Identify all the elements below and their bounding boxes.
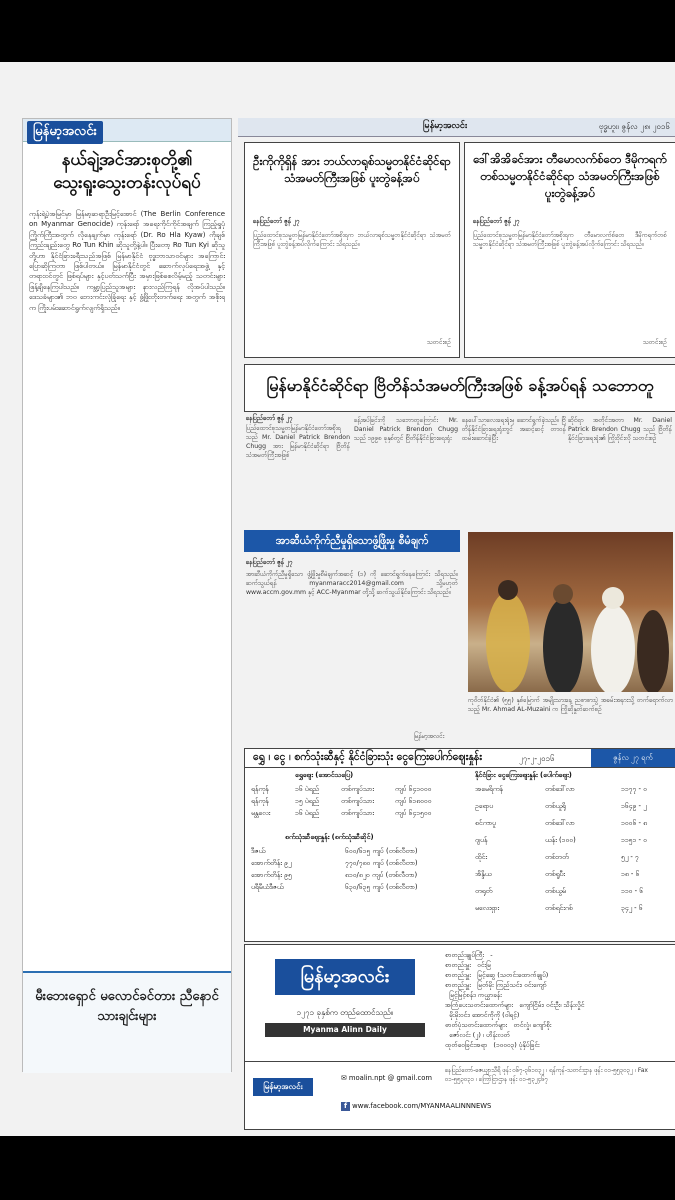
- left-header: [23, 119, 231, 142]
- staff-role: စာတည်းမှူး: [445, 971, 471, 979]
- staff-name: မြတ်မိုး ကြည်သင်း၊ ဝင်းကျော်: [477, 981, 547, 989]
- fx-row-currency: စင်ကာပူ: [475, 819, 496, 827]
- fx-row-currency: ဂျပန်: [475, 836, 488, 844]
- staff-row: [445, 1041, 540, 1051]
- fx-row-rate: ၁၁၅၁ - ၀: [621, 836, 647, 844]
- blue-article-byline: မြန်မာ့အလင်း: [414, 733, 445, 740]
- page-header-title: မြန်မာ့အလင်း: [423, 121, 468, 131]
- staff-name: ကျော်ငြိမ်း၊ ဝင်းဦး၊ သိန်းလှိုင်: [519, 1001, 585, 1009]
- fuel-row-price: ၆၃၀/၆၃၅ ကျပ် (တစ်လီတာ): [345, 883, 418, 891]
- fuel-row-name: အောက်တိန်း ၉၂: [251, 859, 292, 867]
- staff-name: ဝင်းမြ: [477, 961, 491, 969]
- page-header-date: ဗုဒ္ဓဟူး၊ ဇွန်လ ၂၈၊ ၂၀၁၆: [598, 122, 670, 131]
- fx-row-currency: ဥရောပ: [475, 802, 494, 810]
- facebook-icon: f: [341, 1102, 350, 1111]
- article-2-byline: သတင်းစဉ်: [643, 339, 667, 346]
- masthead-english-name: Myanma Alinn Daily: [265, 1023, 425, 1037]
- staff-role: ဓာတ်ပုံသတင်းထောက်များ: [445, 1021, 508, 1029]
- left-article-column: [22, 118, 232, 1072]
- staff-row: [445, 961, 491, 971]
- masthead-address: နေပြည်တော်-ဇေယျာသီရိ ဖုန်း ၀၆၇-၃၆၁၀၃၂ ၊ ရန်ကုန်-သတင်းဌာန ဖုန်း ၀၁-၅၅၃၀၃၂ ၊ Fax ၀၁-၅၅၃၀၃၁ ၊ ကြော်ငြာဌာန ဖုန်း ၀၁-၅၃၂၄၆၇: [445, 1067, 648, 1083]
- fuel-row-name: ဒီဇယ်: [251, 847, 266, 855]
- fx-row-rate: ၁၁၀ - ၆: [621, 887, 644, 895]
- fx-row-currency: မလေးရှား: [475, 904, 500, 912]
- fx-row-rate: ၁၁၇၇ - ၀: [621, 785, 647, 793]
- price-table-badge: ဇွန်လ ၂၇ ရက်: [591, 749, 675, 767]
- gold-header: ရွှေဈေး (အောင်သပြေ): [295, 771, 354, 779]
- staff-row: [445, 981, 547, 991]
- gold-row-purity: ၁၆ ပဲရည်: [295, 809, 320, 817]
- price-table-date: ၂၇-၂-၂၀၁၆: [519, 754, 555, 763]
- staff-role: စာတည်းမှူး: [445, 981, 471, 989]
- gold-row-unit: တစ်ကျပ်သား: [341, 797, 374, 805]
- masthead-logo: မြန်မာ့အလင်း: [275, 959, 415, 995]
- blue-article-body: အာဆီယံကိုက်ညီမှုရှိသော ဖွံ့ဖြိုးမှုစီမံချက်အဆင့် (၁) ကို ဆောင်ရွက်နေကြောင်း သိရသည်။ ဆက်သွယ်ရန် myanmaracc2014@gmail.com သို့မဟုတ် www.accm.gov.mm နှင့် ACC-Myanmar တို့သို့ ဆက်သွယ်နိုင်ကြောင်း သိရသည်။: [246, 571, 458, 596]
- blue-article-dateline: နေပြည်တော် ဇွန် ၂၇: [246, 559, 293, 566]
- gold-row-unit: တစ်ကျပ်သား: [341, 809, 374, 817]
- headline-column-4: ဆိုင်ရာ အတိုင်းအတာ Mr. Daniel Patrick Brendon Chugg သည် ဗြိတိန်နိုင်ငံခြားရေးရုံး၏ ကြိုးဝိုင်းလို သတင်းစဉ်: [568, 417, 672, 442]
- headline-box: [244, 364, 675, 412]
- staff-name: -: [490, 951, 493, 959]
- staff-row: [445, 951, 493, 961]
- headline-column-3: နေပေါ်သာလေးရေးရုံးမှ ဆောင်ရွက်ခဲ့သည်။ ဗြိတိန်နိုင်ငံခြားရေးရုံးတွင် အဆင့်ဆင့် တာဝန်ထမ်းဆောင်ခဲ့ပြီး: [462, 417, 566, 442]
- masthead-box: [244, 944, 675, 1130]
- fx-row-rate: ၅၂ - ၇: [621, 853, 639, 861]
- staff-row: [445, 991, 502, 1001]
- brand-logo: မြန်မာ့အလင်း: [27, 121, 103, 144]
- article-box-2: [464, 142, 675, 358]
- fx-row-currency: တရုတ်: [475, 887, 493, 895]
- article-1-byline: သတင်းစဉ်: [427, 339, 451, 346]
- fx-header: နိုင်ငံခြား ငွေကြေးဈေးနှုန်း (ပေါက်ဈေး): [475, 771, 572, 779]
- fx-row-currency: အမေရိကန်: [475, 785, 503, 793]
- staff-role: စာတည်းချုပ်ကြီး: [445, 951, 485, 959]
- fx-row-unit: တစ်ရူပီး: [545, 870, 565, 878]
- fx-row-unit: တစ်ဒေါ်လာ: [545, 819, 575, 827]
- headline-column-2: ခန့်အပ်ခြင်းကို သဘောတူကြောင်း Mr. Daniel Patrick Brendon Chugg သည် ၁၉၉၈ ခုနှစ်တွင် ဗြိတိန်နိုင်ငံခြားရေးရုံး: [354, 417, 458, 442]
- staff-name: တင်လှုံ၊ ကျော်စိုး: [513, 1021, 552, 1029]
- fx-row-unit: တစ်ရင်းဂစ်: [545, 904, 573, 912]
- facebook-url: www.facebook.com/MYANMAALINNNEWS: [352, 1102, 492, 1110]
- staff-name: (၁၀၀၀၃) ပုံနှိပ်ခြင်း: [493, 1041, 540, 1049]
- article-2-title: ဒေါ်အိအိခင်အား တီမောလက်စ်တေ ဒီမိုကရက်တစ်သမ္မတနိုင်ငံဆိုင်ရာ သံအမတ်ကြီးအဖြစ် ပူးတွဲခန့်အပ်: [473, 152, 667, 200]
- staff-row: [445, 971, 548, 981]
- fx-row-unit: တစ်ဘတ်: [545, 853, 569, 861]
- fuel-row-price: ၆၀၀/၆၁၅ ကျပ် (တစ်လီတာ): [345, 847, 418, 855]
- price-table-header: [245, 749, 675, 768]
- gold-row-place: မန္တလေး: [251, 809, 271, 817]
- gold-row-purity: ၁၆ ပဲရည်: [295, 785, 320, 793]
- staff-row: [445, 1021, 551, 1031]
- staff-row: [445, 1011, 519, 1021]
- gold-row-place: ရန်ကုန်: [251, 797, 269, 805]
- gold-row-price: ကျပ် ၆၄၁၅၀၀: [395, 809, 432, 817]
- masthead-since: ၁၂၇၁ ခုနှစ်က တည်ထောင်သည်။: [296, 1008, 394, 1017]
- staff-role: စာတည်းမှူး: [445, 961, 471, 969]
- staff-name: မိုးမိုးဝင်း၊ အောင်ကိုကို (ဝါရင့်): [449, 1011, 520, 1019]
- headline-column-1: ပြည်ထောင်စုသမ္မတမြန်မာနိုင်ငံတော်အစိုးရသည် Mr. Daniel Patrick Brendon Chugg အား မြန်မာနိုင်ငံဆိုင်ရာ ဗြိတိန်သံအမတ်ကြီးအဖြစ်: [246, 425, 350, 459]
- headline-dateline: နေပြည်တော် ဇွန် ၂၇: [246, 415, 293, 422]
- photo-figures-image: [468, 532, 673, 692]
- article-1-dateline: နေပြည်တော် ဇွန် ၂၇: [253, 218, 300, 225]
- gold-row-unit: တစ်ကျပ်သား: [341, 785, 374, 793]
- left-article-title: နယ်ချဲ့အင်အားစုတို့၏ သွေးရူးသွေးတန်းလုပ်ရပ်: [53, 150, 201, 193]
- price-table: [244, 748, 675, 942]
- fx-row-rate: ၃၄၂ - ၆: [621, 904, 643, 912]
- gold-row-purity: ၁၅ ပဲရည်: [295, 797, 320, 805]
- masthead-footer: [245, 1061, 675, 1130]
- staff-row: [445, 1001, 584, 1011]
- email-contact: [341, 1074, 432, 1082]
- photo-caption: ကုဝိတ်နိုင်ငံ၏ (၅၅) နှစ်မြောက် အမျိုးသားနေ့ ညစာစားပွဲ အခမ်းအနားသို့ တက်ရောက်လာသည့် Mr. Ahmad AL-Muzaini က ကြိုဆိုနှုတ်ဆက်စဉ်: [468, 697, 673, 713]
- left-footer-slogan: မီးဘေးရှောင် မလောင်ခင်တား ညီနောင်သားချင်းများ: [35, 989, 219, 1024]
- staff-role: အကြံပေးသတင်းထောက်များ: [445, 1001, 514, 1009]
- gold-row-price: ကျပ် ၆၁၈၀၀၀: [395, 797, 432, 805]
- staff-name: ဇော်လင်း (၂) ၊ ဟိန်းလတ်: [449, 1031, 510, 1039]
- footer-logo: မြန်မာ့အလင်း: [253, 1078, 313, 1096]
- fuel-row-price: ၇၇၀/၇၈၀ ကျပ် (တစ်လီတာ): [345, 859, 418, 867]
- article-box-1: [244, 142, 460, 358]
- fuel-row-name: အောက်တိန်း ၉၅: [251, 871, 292, 879]
- fx-row-currency: ထိုင်း: [475, 853, 488, 861]
- left-footer-banner: [23, 971, 231, 1073]
- gold-row-place: ရန်ကုန်: [251, 785, 269, 793]
- facebook-contact: [341, 1102, 491, 1111]
- page-header-bar: [238, 118, 675, 137]
- fx-row-currency: အိန္ဒိယ: [475, 870, 492, 878]
- price-table-title: ရွှေ ၊ ငွေ ၊ စက်သုံးဆီနှင့် နိုင်ငံခြားသုံး ငွေကြေးပေါက်ဈေးနှုန်း: [253, 751, 482, 763]
- fx-row-rate: ၁၆၄၉ - ၂: [621, 802, 647, 810]
- fx-row-unit: ယန်း (၁၀၀): [545, 836, 576, 844]
- staff-name: မြင့်မြင့်စန်း၊ ကယ္ယာခန်း: [449, 991, 502, 999]
- blue-article-title: အာဆီယံကိုက်ညီမှုရှိသောဖွံ့ဖြိုးမှု စီမံချက်: [244, 530, 460, 552]
- left-article-body: ကုန်းရဲ့ပဲ့အမြင်မှာ မြန်မာ့ဆရာဦးမြင့်အောင် (The Berlin Conference on Myanmar Genocide) ကုန်းရော် အရေးကိုင်ကိုင်အချက် ကြည့်ရှုပုံ ကြိုက်ကြီးအတွက် လိုနေချက်မှာ ကုန်းရော် (Dr. Ro Hla Kyaw) ကိုချစ်ကြည်းချည်းတွေ Ro Tun Khin ဆိုသူတို့နဲ့ပါ။ ပြီးတော့ Ro Tun Kyi ဆိုသူတို့ဟာ နိုင်ငံခြားခရီးသည်အဖြစ် မြန်မာနိုင်ငံ ဗုဒ္ဓဘာသာဝင်များ အကြောင်း ပြောဆိုကြတာ ဖြစ်ပါတယ်။ မြန်မာနိုင်ငံတွင် ဆောက်လုပ်ရေးအဖွဲ့ နှင့် တရားဝင်တွင် ဖြစ်ရပ်များ နှင့်ပတ်သက်ပြီး အမှားဖြစ်စေလိမ့်မည့် သတင်းများ ဖြန့်ချိနေကြပါသည်။ ကမ္ဘာ့ပြည်သူအများ နားလည်ကြရန် လိုအပ်ပါသည်။ ဒေသခံများ၏ ဘဝ ဘေးကင်းလုံခြုံရေး နှင့် ဖွံ့ဖြိုးတိုးတက်ရေး အတွက် အစိုးရက ကြိုးပမ်းဆောင်ရွက်လျက်ရှိသည်။: [29, 210, 225, 312]
- fx-row-rate: ၁၀၀၆ - ၈: [621, 819, 647, 827]
- news-photo: [468, 532, 673, 692]
- article-2-body: ပြည်ထောင်စုသမ္မတမြန်မာနိုင်ငံတော်အစိုးရက တီမောလက်စ်တေ ဒီမိုကရက်တစ်သမ္မတနိုင်ငံဆိုင်ရာ သံအမတ်ကြီးအဖြစ် ပူးတွဲခန့်အပ်လိုက်ကြောင်း သိရသည်။: [473, 232, 667, 248]
- staff-name: မြင့်ဆွေ (သတင်းထောက်ချုပ်): [477, 971, 549, 979]
- staff-row: [445, 1031, 510, 1041]
- email-address: moalin.npt @ gmail.com: [348, 1074, 433, 1082]
- fuel-row-name: ပရီမီယံဒီဇယ်: [251, 883, 284, 891]
- headline-title: မြန်မာနိုင်ငံဆိုင်ရာ ဗြိတိန်သံအမတ်ကြီးအဖြစ် ခန့်အပ်ရန် သဘောတူ: [266, 376, 654, 395]
- article-1-body: ပြည်ထောင်စုသမ္မတမြန်မာနိုင်ငံတော်အစိုးရက ဘယ်လာရုစ်သမ္မတနိုင်ငံဆိုင်ရာ သံအမတ်ကြီးအဖြစ် ပူးတွဲခန့်အပ်လိုက်ကြောင်း သိရသည်။: [253, 232, 451, 248]
- fx-row-rate: ၁၈ - ၆: [621, 870, 640, 878]
- article-1-title: ဦးကိုကိုရှိန် အား ဘယ်လာရုစ်သမ္မတနိုင်ငံဆိုင်ရာ သံအမတ်ကြီးအဖြစ် ပူးတွဲခန့်အပ်: [253, 154, 451, 185]
- fx-row-unit: တစ်ဒေါ်လာ: [545, 785, 575, 793]
- fuel-row-price: ၈၁၀/၈၂၀ ကျပ် (တစ်လီတာ): [345, 871, 418, 879]
- fx-row-unit: တစ်ယွမ်: [545, 887, 566, 895]
- fx-row-unit: တစ်ယူရို: [545, 802, 566, 810]
- fuel-header: စက်သုံးဆီဈေးနှုန်း (စက်သုံးဆီဆိုင်): [285, 833, 374, 841]
- article-2-dateline: နေပြည်တော် ဇွန် ၂၇: [473, 218, 520, 225]
- gold-row-price: ကျပ် ၆၄၁၀၀၀: [395, 785, 432, 793]
- staff-role: ထုတ်ဝေခြင်းအရာ: [445, 1041, 488, 1049]
- mail-icon: ✉: [341, 1074, 347, 1082]
